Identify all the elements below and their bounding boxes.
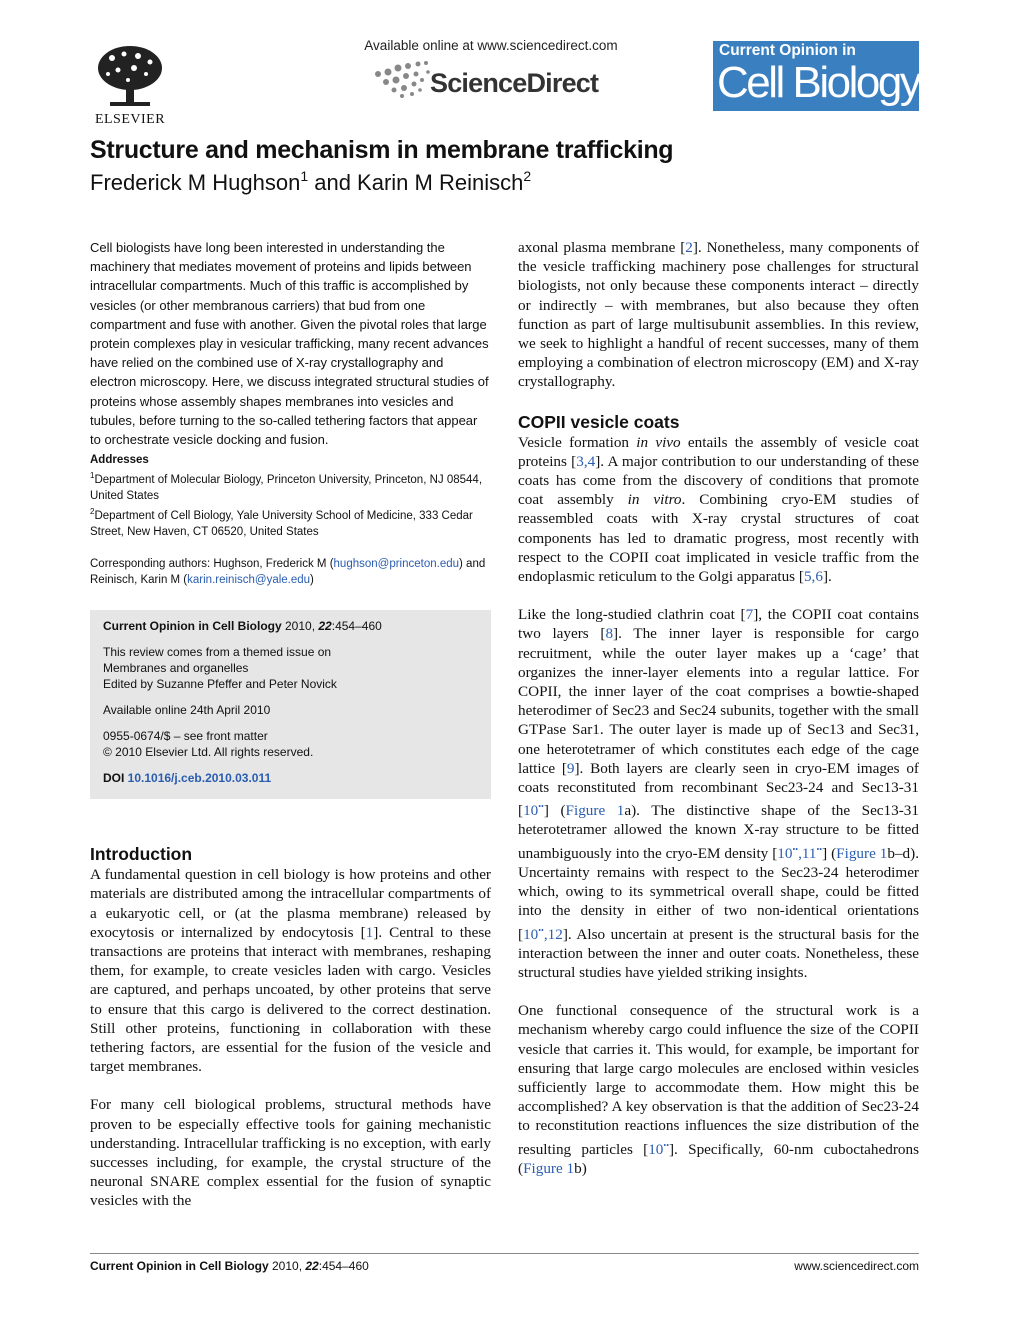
footer-divider	[90, 1253, 919, 1254]
corresponding-authors	[90, 556, 491, 588]
figure-link[interactable]: Figure 1	[523, 1159, 575, 1177]
available-online-text: Available online at www.sciencedirect.com	[364, 38, 618, 53]
body-paragraph: One functional consequence of the structural work is a mechanism whereby cargo could influence the size of the COPII vesicle that carries it. This would, for example, be important for ensuring that large cargo molecules are enclosed within vesicles sufficiently large to accommodate them. How might this be accomplished? A key observation is that the addition of Sec23-24 to reconstitution reactions influences the size distribution of the resulting particles [10••]. Specifically, 60-nm cuboctahedrons (Figure 1b)	[518, 1002, 919, 1177]
elsevier-tree-icon	[88, 42, 172, 112]
sciencedirect-logo[interactable]	[372, 58, 622, 104]
author-name: Frederick M Hughson	[90, 170, 301, 195]
journal-logo-main-text: Cell Biology	[717, 58, 919, 107]
body-paragraph: For many cell biological problems, structural methods have proven to be especially effective tools for gaining mechanistic understanding. Intracellular trafficking is no exception, with early successes including, for example, the crystal structure of the neuronal SNARE complex essential for the fusion of synaptic vesicles with the	[90, 1096, 491, 1210]
citation-link[interactable]: 9	[566, 759, 575, 777]
body-paragraph: axonal plasma membrane [2]. Nonetheless, many components of the vesicle trafficking machinery pose challenges for structural biologists, not only because these components interact – directly or indirectly – with membranes, but also because they often function as part of large multisubunit assemblies. In this review, we seek to highlight a handful of recent successes, many of them employing a combination of electron microscopy (EM) and X-ray crystallography.	[518, 239, 920, 391]
address-text: Department of Molecular Biology, Princeton University, Princeton, NJ 08544, United States	[90, 474, 483, 503]
author-separator: and	[308, 170, 358, 195]
corresponding-text: )	[310, 574, 314, 587]
footer-website[interactable]: www.sciencedirect.com	[794, 1259, 919, 1273]
article-title: Structure and mechanism in membrane trafficking	[90, 136, 674, 164]
author-affiliation-marker: 2	[523, 168, 532, 184]
elsevier-logo	[88, 42, 172, 128]
footer-journal: Current Opinion in Cell Biology	[90, 1259, 269, 1273]
info-year: 2010,	[281, 619, 319, 634]
sciencedirect-wordmark: ScienceDirect	[430, 68, 599, 98]
author-affiliation-marker: 1	[300, 168, 309, 184]
info-editors: Edited by Suzanne Pfeffer and Peter Novick	[103, 677, 337, 692]
info-available-date: Available online 24th April 2010	[103, 703, 271, 718]
addresses-heading: Addresses	[90, 454, 149, 467]
address-marker: 2	[90, 507, 95, 517]
info-theme: This review comes from a themed issue on	[103, 645, 332, 660]
section-heading-introduction: Introduction	[90, 844, 193, 865]
figure-link[interactable]: Figure 1	[836, 844, 888, 862]
footer-volume: 22	[305, 1259, 319, 1273]
author-name: Karin M Reinisch	[357, 170, 524, 195]
right-column	[518, 238, 919, 1178]
footer-pages: :454–460	[318, 1259, 369, 1273]
info-copyright: © 2010 Elsevier Ltd. All rights reserved.	[103, 745, 314, 760]
footer-year: 2010,	[268, 1259, 306, 1273]
email-link[interactable]: karin.reinisch@yale.edu	[187, 574, 311, 587]
info-pages: :454–460	[331, 619, 382, 634]
body-paragraph: Like the long-studied clathrin coat [7], the COPII coat contains two layers [8]. The inner layer is responsible for cargo recruitment, while the outer layer makes up a ‘cage’ that organizes the inner-layer elements into a regular lattice. For COPII, the inner layer of the coat comprises a bowtie-shaped heterodimer of Sec23 and Sec24 subunits, together with the small GTPase Sar1. The outer layer is made up of Sec13 and Sec31, one heterotetramer of which constitutes each edge of the cage lattice [9]. Both layers are clearly seen in cryo-EM images of coats reconstituted from recombinant Sec23-24 and Sec13-31 [10••] (Figure 1a). The distinctive shape of the Sec13-31 heterotetramer allowed the known X-ray structure to be fitted unambiguously into the cryo-EM density [10••,11••] (Figure 1b–d). Uncertainty remains with respect to the Sec23-24 heterodimer which, owing to its symmetrical overall shape, could be fitted into the density in either of two non-identical orientations [10••,12]. Also uncertain at present is the structural basis for the interaction between the inner and outer coats. Nonetheless, these structural studies have yielded striking insights.	[518, 606, 919, 981]
sciencedirect-dots-icon	[372, 58, 434, 100]
citation-link[interactable]: 10••,11••	[777, 844, 823, 862]
info-journal: Current Opinion in Cell Biology	[103, 619, 282, 634]
citation-link[interactable]: 7	[745, 606, 754, 624]
doi-link[interactable]: 10.1016/j.ceb.2010.03.011	[127, 771, 272, 786]
citation-link[interactable]: 1	[365, 923, 374, 941]
email-link[interactable]: hughson@princeton.edu	[333, 558, 460, 571]
publisher-name: ELSEVIER	[94, 112, 166, 127]
article-info-box	[90, 610, 491, 799]
footer-citation	[90, 1259, 369, 1273]
citation-link[interactable]: 10••	[523, 802, 544, 820]
section-heading-copii: COPII vesicle coats	[518, 411, 680, 432]
body-paragraph: A fundamental question in cell biology is how proteins and other materials are distributed among the intracellular compartments of a eukaryotic cell, or (at the plasma membrane) released by exocytosis or internalized by endocytosis [1]. Central to these transactions are proteins that interact with membranes, reshaping them, for example, to create vesicles laden with cargo. Vesicles are captured, and perhaps uncoated, by other proteins that serve to ensure that this cargo is delivered to the correct destination. Still other proteins, functioning in collaboration with these tethering factors, are essential for the fusion of the vesicle and target membranes.	[90, 866, 491, 1076]
left-column	[90, 238, 491, 1211]
address-marker: 1	[90, 471, 95, 481]
info-doi	[103, 770, 478, 786]
info-citation	[103, 618, 478, 634]
citation-link[interactable]: 8	[605, 625, 614, 643]
address-item	[90, 504, 491, 540]
info-volume: 22	[318, 619, 332, 634]
citation-link[interactable]: 10••	[648, 1140, 669, 1158]
info-issn: 0955-0674/$ – see front matter	[103, 729, 268, 744]
citation-link[interactable]: 3,4	[576, 452, 596, 470]
figure-link[interactable]: Figure 1	[565, 802, 625, 820]
address-text: Department of Cell Biology, Yale University School of Medicine, 333 Cedar Street, New Haven, CT 06520, United States	[90, 510, 473, 539]
journal-logo-top-text: Current Opinion in	[719, 42, 856, 59]
citation-link[interactable]: 10••,12	[523, 925, 563, 943]
corresponding-text: ) and Reinisch, Karin M (	[90, 558, 486, 587]
corresponding-text: Corresponding authors: Hughson, Frederick M (	[90, 558, 334, 571]
citation-link[interactable]: 5,6	[803, 568, 823, 586]
article-authors	[90, 168, 531, 196]
abstract: Cell biologists have long been interested in understanding the machinery that mediates movement of proteins and lipids between intracellular compartments. Much of this traffic is accomplished by vesicles (or other membranous carriers) that bud from one compartment and fuse with another. Given the pivotal roles that large protein complexes play in vesicular trafficking, many recent advances have relied on the combined use of X-ray crystallography and electron microscopy. Here, we discuss integrated structural studies of proteins whose assembly shapes membranes into vesicles and tubules, before turning to the so-called tethering factors that appear to orchestrate vesicle docking and fusion.	[90, 240, 489, 448]
info-theme-topic: Membranes and organelles	[103, 661, 249, 676]
citation-link[interactable]: 2	[685, 239, 693, 256]
address-item	[90, 468, 491, 504]
doi-label: DOI	[103, 771, 128, 786]
body-paragraph: Vesicle formation in vivo entails the assembly of vesicle coat proteins [3,4]. A major contribution to our understanding of these coats has come from the discovery of conditions that promote coat assembly in vitro. Combining cryo-EM studies of reassembled coats with X-ray crystal structures of coat components has led to dramatic progress, most recently with respect to the COPII coat implicated in vesicle traffic from the endoplasmic reticulum to the Golgi apparatus [5,6].	[518, 433, 920, 586]
journal-logo[interactable]	[713, 41, 919, 111]
